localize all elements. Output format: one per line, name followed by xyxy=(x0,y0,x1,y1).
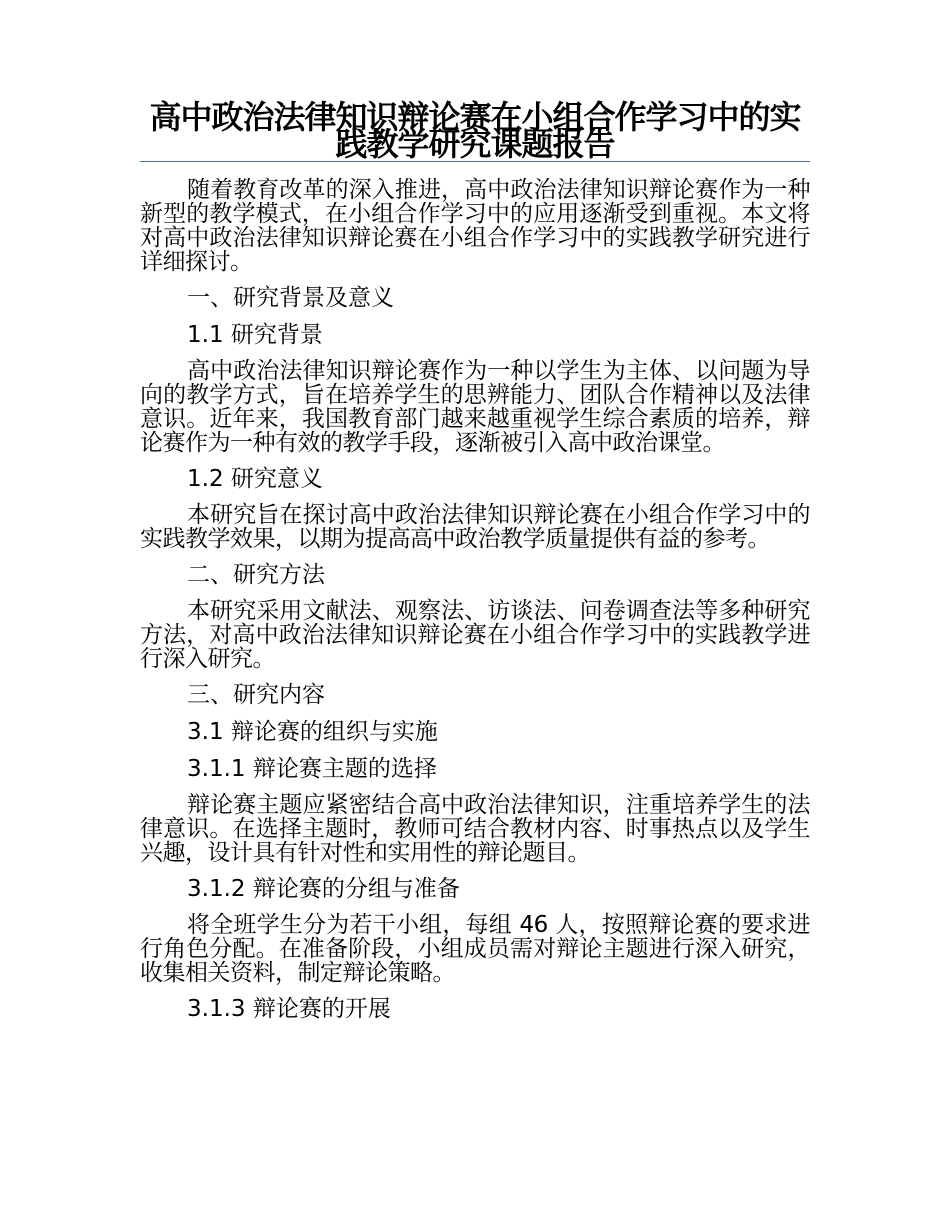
paragraph-background: 高中政治法律知识辩论赛作为一种以学生为主体、以问题为导向的教学方式，旨在培养学生的思辨能力、团队合作精神以及法律意识。近年来，我国教育部门越来越重视学生综合素质的培养，辩论赛作为一种有效的教学手段，逐渐被引入高中政治课堂。 xyxy=(140,358,810,456)
section-heading-2: 二、研究方法 xyxy=(187,562,325,588)
subsection-heading-1-1: 1.1 研究背景 xyxy=(187,322,323,348)
subsection-heading-3-1: 3.1 辩论赛的组织与实施 xyxy=(187,719,438,745)
document-body xyxy=(140,178,810,1033)
paragraph-grouping: 将全班学生分为若干小组，每组 46 人，按照辩论赛的要求进行角色分配。在准备阶段，小组成员需对辩论主题进行深入研究，收集相关资料，制定辩论策略。 xyxy=(140,912,810,986)
subsection-heading-3-1-1: 3.1.1 辩论赛主题的选择 xyxy=(187,756,437,782)
paragraph-topic-selection: 辩论赛主题应紧密结合高中政治法律知识，注重培养学生的法律意识。在选择主题时，教师可结合教材内容、时事热点以及学生兴趣，设计具有针对性和实用性的辩论题目。 xyxy=(140,792,810,866)
title-underline xyxy=(140,161,810,162)
intro-paragraph: 随着教育改革的深入推进，高中政治法律知识辩论赛作为一种新型的教学模式，在小组合作学习中的应用逐渐受到重视。本文将对高中政治法律知识辩论赛在小组合作学习中的实践教学研究进行详细探讨。 xyxy=(140,177,810,275)
section-heading-3: 三、研究内容 xyxy=(187,682,325,708)
section-heading-1: 一、研究背景及意义 xyxy=(187,285,394,311)
paragraph-methods: 本研究采用文献法、观察法、访谈法、问卷调查法等多种研究方法，对高中政治法律知识辩论赛在小组合作学习中的实践教学进行深入研究。 xyxy=(140,598,810,672)
document-title: 高中政治法律知识辩论赛在小组合作学习中的实践教学研究课题报告 xyxy=(149,98,801,163)
subsection-heading-1-2: 1.2 研究意义 xyxy=(187,466,323,492)
subsection-heading-3-1-3: 3.1.3 辩论赛的开展 xyxy=(187,996,391,1022)
paragraph-significance: 本研究旨在探讨高中政治法律知识辩论赛在小组合作学习中的实践教学效果，以期为提高高中政治教学质量提供有益的参考。 xyxy=(140,502,810,552)
subsection-heading-3-1-2: 3.1.2 辩论赛的分组与准备 xyxy=(187,876,460,902)
